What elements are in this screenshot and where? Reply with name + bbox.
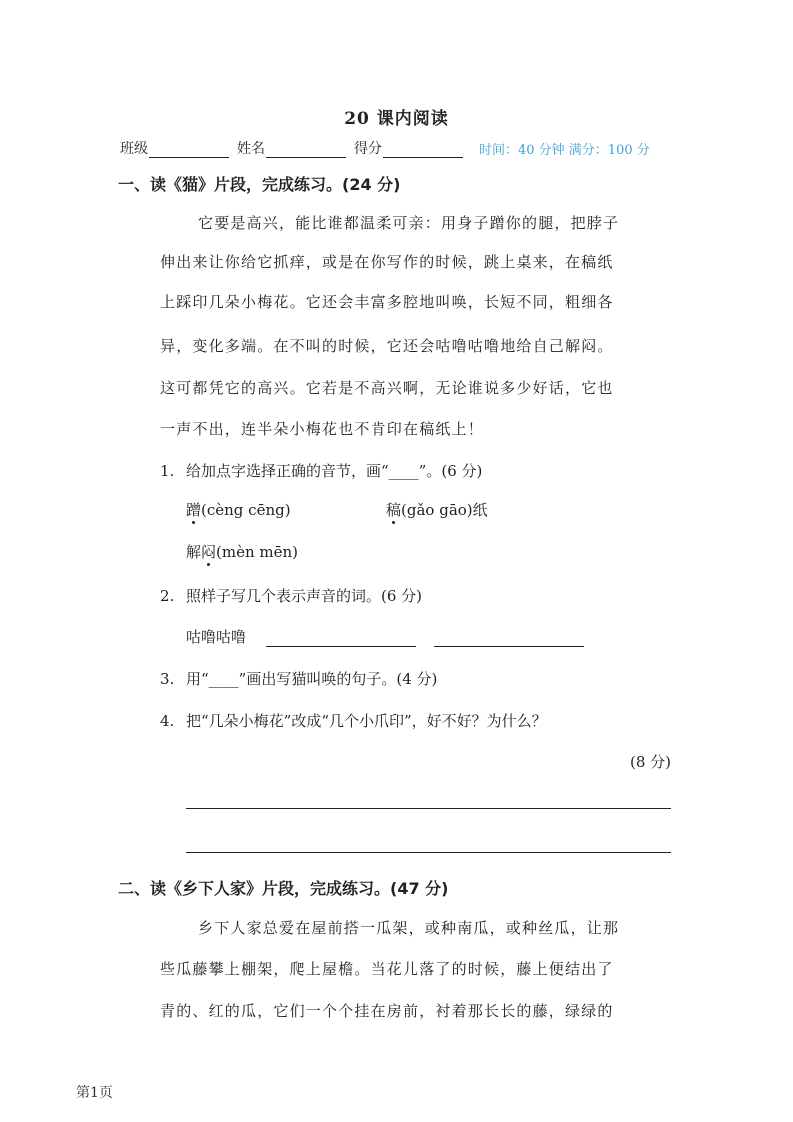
- pinyin-choice-2[interactable]: [386, 499, 488, 520]
- passage-line: 它要是高兴，能比谁都温柔可亲：用身子蹭你的腿，把脖子: [198, 214, 620, 232]
- pinyin-options[interactable]: (mèn mēn): [216, 543, 299, 561]
- question-1: [160, 460, 482, 481]
- question-number: 1.: [160, 462, 175, 480]
- answer-blank[interactable]: [434, 632, 584, 647]
- pinyin-choice-1[interactable]: [186, 499, 291, 520]
- question-4-score: (8 分): [629, 753, 671, 771]
- passage-line: 异，变化多端。在不叫的时候，它还会咕噜咕噜地给自己解闷。: [160, 337, 614, 355]
- passage-line: 些瓜藤攀上棚架，爬上屋檐。当花儿落了的时候，藤上便结出了: [160, 960, 614, 978]
- class-label: 班级: [120, 141, 148, 157]
- passage-line: 乡下人家总爱在屋前搭一瓜架，或种南瓜，或种丝瓜，让那: [198, 919, 620, 937]
- question-text: 把“几朵小梅花”改成“几个小爪印”，好不好？为什么？: [186, 712, 547, 730]
- question-4: [160, 710, 547, 731]
- word-suffix: 纸: [472, 501, 488, 519]
- page-number: 第1页: [76, 1085, 113, 1101]
- section2-heading: 二、读《乡下人家》片段，完成练习。(47 分): [118, 879, 449, 898]
- passage-line: 一声不出，连半朵小梅花也不肯印在稿纸上！: [160, 420, 485, 438]
- sound-words-row: [186, 626, 584, 647]
- class-field[interactable]: [149, 141, 229, 158]
- passage-line: 伸出来让你给它抓痒，或是在你写作的时候，跳上桌来，在稿纸: [160, 253, 614, 271]
- passage-line: 上踩印几朵小梅花。它还会丰富多腔地叫唤，长短不同，粗细各: [160, 293, 614, 311]
- question-text: 照样子写几个表示声音的词。(6 分): [186, 587, 423, 605]
- answer-line[interactable]: [186, 852, 671, 853]
- pinyin-choice-3[interactable]: [186, 541, 298, 562]
- passage-line: 青的、红的瓜，它们一个个挂在房前，衬着那长长的藤，绿绿的: [160, 1002, 614, 1020]
- passage-line: 这可都凭它的高兴。它若是不高兴啊，无论谁说多少好话，它也: [160, 379, 614, 397]
- name-label: 姓名: [237, 141, 265, 157]
- time-and-total-score: 时间：40 分钟 满分：100 分: [479, 143, 650, 158]
- section1-heading: 一、读《猫》片段，完成练习。(24 分): [118, 175, 401, 194]
- page-title: 20 课内阅读: [344, 109, 449, 129]
- answer-line[interactable]: [186, 808, 671, 809]
- name-field[interactable]: [266, 141, 346, 158]
- score-label: 得分: [354, 141, 382, 157]
- question-3: [160, 668, 437, 689]
- question-text: 用“____”画出写猫叫唤的句子。(4 分): [186, 670, 438, 688]
- question-text: 给加点字选择正确的音节，画“____”。(6 分): [186, 462, 483, 480]
- question-2: [160, 585, 422, 606]
- dotted-character: 蹭: [186, 501, 202, 519]
- question-number: 3.: [160, 670, 175, 688]
- pinyin-options[interactable]: (gǎo gāo): [401, 501, 473, 519]
- answer-blank[interactable]: [266, 632, 416, 647]
- word-prefix: 解: [186, 543, 202, 561]
- question-number: 2.: [160, 587, 175, 605]
- student-info-row: [120, 138, 650, 158]
- dotted-character: 闷: [201, 543, 217, 561]
- score-field[interactable]: [383, 141, 463, 158]
- question-number: 4.: [160, 712, 175, 730]
- dotted-character: 稿: [386, 501, 402, 519]
- pinyin-options[interactable]: (cèng cēng): [201, 501, 291, 519]
- example-word: 咕噜咕噜: [186, 628, 247, 646]
